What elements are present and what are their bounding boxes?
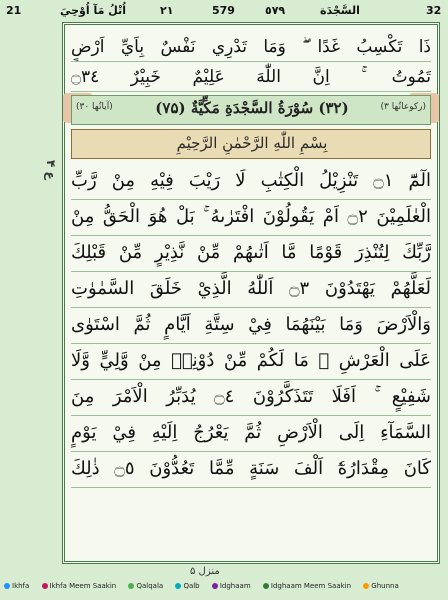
tajweed-legend [4,582,444,596]
surah-title: (۳۲) سُوْرَةُ السَّجْدَةِ مَكِّيَّةٌ (۷۵) [155,99,349,117]
surah-ruku-count: (رکوعاتُها ۳) [380,102,426,112]
legend-item: Ikhfa [4,582,29,590]
verse-line: رَّبِّكَ لِتُنْذِرَ قَوْمًا مَّا اَتٰىهُمْ مِّنْ نَّذِيْرٍ مِّنْ قَبْلِكَ [71,235,431,272]
bismillah-banner [71,129,431,159]
quran-page-frame [62,22,440,564]
juz-name: اُتْلُ مَآ اُوْحِيَ [60,4,126,17]
ruku-mark: ع ۴ [44,160,58,180]
legend-dot [175,583,181,589]
page-header [0,0,448,22]
legend-item: Ikhfa Meem Saakin [42,582,117,590]
verse-line: كَانَ مِقْدَارُهٗٓ اَلْفَ سَنَةٍ مِّمَّا تَعُدُّوْنَ ۝٥ ذٰلِكَ [71,451,431,488]
verse-line: الْعٰلَمِيْنَ ۝٢ اَمْ يَقُولُوْنَ افْتَرٰىهُ ۚ بَلْ هُوَ الْحَقُّ مِنْ [71,199,431,236]
legend-dot [363,583,369,589]
surah-title-banner [71,95,431,125]
legend-dot [263,583,269,589]
manzil-label: منزل ۵ [190,566,220,577]
surah-ayat-count: (آیاتُها ۳۰) [76,102,113,112]
verse-line: لَعَلَّهُمْ يَهْتَدُوْنَ ۝٣ اَللّٰهُ الَّذِيْ خَلَقَ السَّمٰوٰتِ [71,271,431,308]
verse-line: تَمُوتُ ۚ اِنَّ اللّٰهَ عَلِيْمٌ خَبِيْرٌ ۝٣٤ [71,63,431,92]
legend-dot [212,583,218,589]
surah-name: السَّجْدَة [320,4,360,17]
bismillah-text: بِسْمِ اللّٰهِ الرَّحْمٰنِ الرَّحِيْمِ [176,134,328,152]
legend-item: Ghunna [363,582,398,590]
juz-number-arabic: ٢١ [160,4,174,17]
verse-line: شَفِيْعٍ ۚ اَفَلَا تَتَذَكَّرُوْنَ ۝٤ يُدَبِّرُ الْاَمْرَ مِنَ [71,379,431,416]
legend-item: Qalqala [128,582,163,590]
legend-item: Qalb [175,582,199,590]
legend-item: Idghaam Meem Saakin [263,582,351,590]
verse-line: ذَا تَكْسِبُ غَدًا ۖ وَمَا تَدْرِي نَفْسٌ بِاَيِّ اَرْضٍ [71,33,431,62]
page-number: 579 [212,4,235,17]
juz-number: 21 [6,4,22,17]
surah-number: 32 [426,4,442,17]
legend-dot [128,583,134,589]
verse-line: وَالْاَرْضَ وَمَا بَيْنَهُمَا فِيْ سِتَّةِ اَيَّامٍ ثُمَّ اسْتَوٰى [71,307,431,344]
verse-line: الٓمّٓ ۝١ تَنْزِيْلُ الْكِتٰبِ لَا رَيْبَ فِيْهِ مِنْ رَّبِّ [71,163,431,200]
verse-line: السَّمَآءِ اِلَى الْاَرْضِ ثُمَّ يَعْرُجُ اِلَيْهِ فِيْ يَوْمٍ [71,415,431,452]
legend-dot [42,583,48,589]
legend-dot [4,583,10,589]
page-number-arabic: ٥٧٩ [265,4,286,17]
legend-item: Idghaam [212,582,251,590]
verse-line: عَلَى الْعَرْشِ ۚ مَا لَكُمْ مِّنْ دُوْنِهٖ مِنْ وَّلِيٍّ وَّلَا [71,343,431,380]
